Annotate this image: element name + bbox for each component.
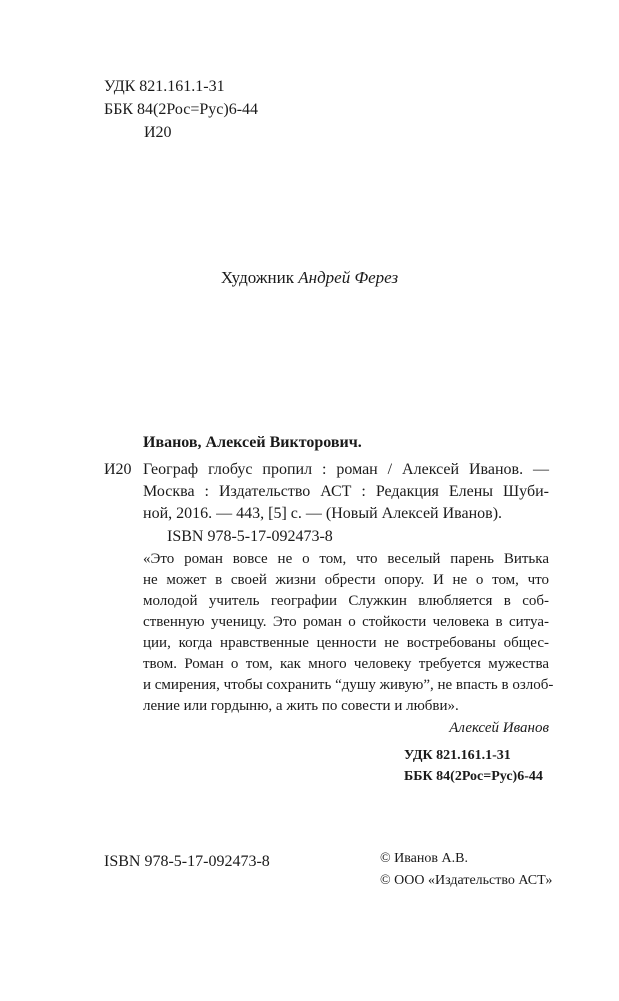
bib-line: Географ глобус пропил : роман / Алексей Иванов. — xyxy=(143,461,549,478)
annotation-line: молодой учитель географии Служкин влюбляется в соб- xyxy=(143,593,549,609)
annotation-line: твом. Роман о том, как много человеку требуется мужества xyxy=(143,656,549,672)
artist-credit xyxy=(0,268,619,288)
bib-isbn: ISBN 978-5-17-092473-8 xyxy=(167,528,333,545)
udk-code-secondary: УДК 821.161.1-31 xyxy=(404,748,511,763)
annotation-line: и смирения, чтобы сохранить “душу живую”, не впасть в озлоб- xyxy=(143,677,554,693)
annotation-line: «Это роман вовсе не о том, что веселый парень Витька xyxy=(143,551,549,567)
author-mark: И20 xyxy=(144,124,172,141)
bib-line: ной, 2016. — 443, [5] с. — (Новый Алексей Иванов). xyxy=(143,505,503,522)
bib-author: Иванов, Алексей Викторович. xyxy=(143,434,362,451)
annotation-line: ление или гордыню, а жить по совести и любви». xyxy=(143,698,459,714)
footer-isbn: ISBN 978-5-17-092473-8 xyxy=(104,853,270,870)
copyright-author: © Иванов А.В. xyxy=(380,851,468,866)
annotation-line: не может в своей жизни обрести опору. И не о том, что xyxy=(143,572,549,588)
annotation-line: ственную ученицу. Это роман о стойкости человека в ситуа- xyxy=(143,614,549,630)
annotation-signature: Алексей Иванов xyxy=(449,720,549,736)
artist-prefix: Художник xyxy=(220,268,299,287)
copyright-publisher: © ООО «Издательство АСТ» xyxy=(380,873,553,888)
udk-code: УДК 821.161.1-31 xyxy=(104,78,225,95)
bib-line: Москва : Издательство АСТ : Редакция Елены Шуби- xyxy=(143,483,549,500)
artist-name: Андрей Ферез xyxy=(298,268,399,287)
annotation-line: ции, когда нравственные ценности не востребованы общес- xyxy=(143,635,549,651)
bbk-code-secondary: ББК 84(2Рос=Рус)6-44 xyxy=(404,769,543,784)
bbk-code: ББК 84(2Рос=Рус)6-44 xyxy=(104,101,259,118)
bib-author-mark: И20 xyxy=(104,461,132,478)
